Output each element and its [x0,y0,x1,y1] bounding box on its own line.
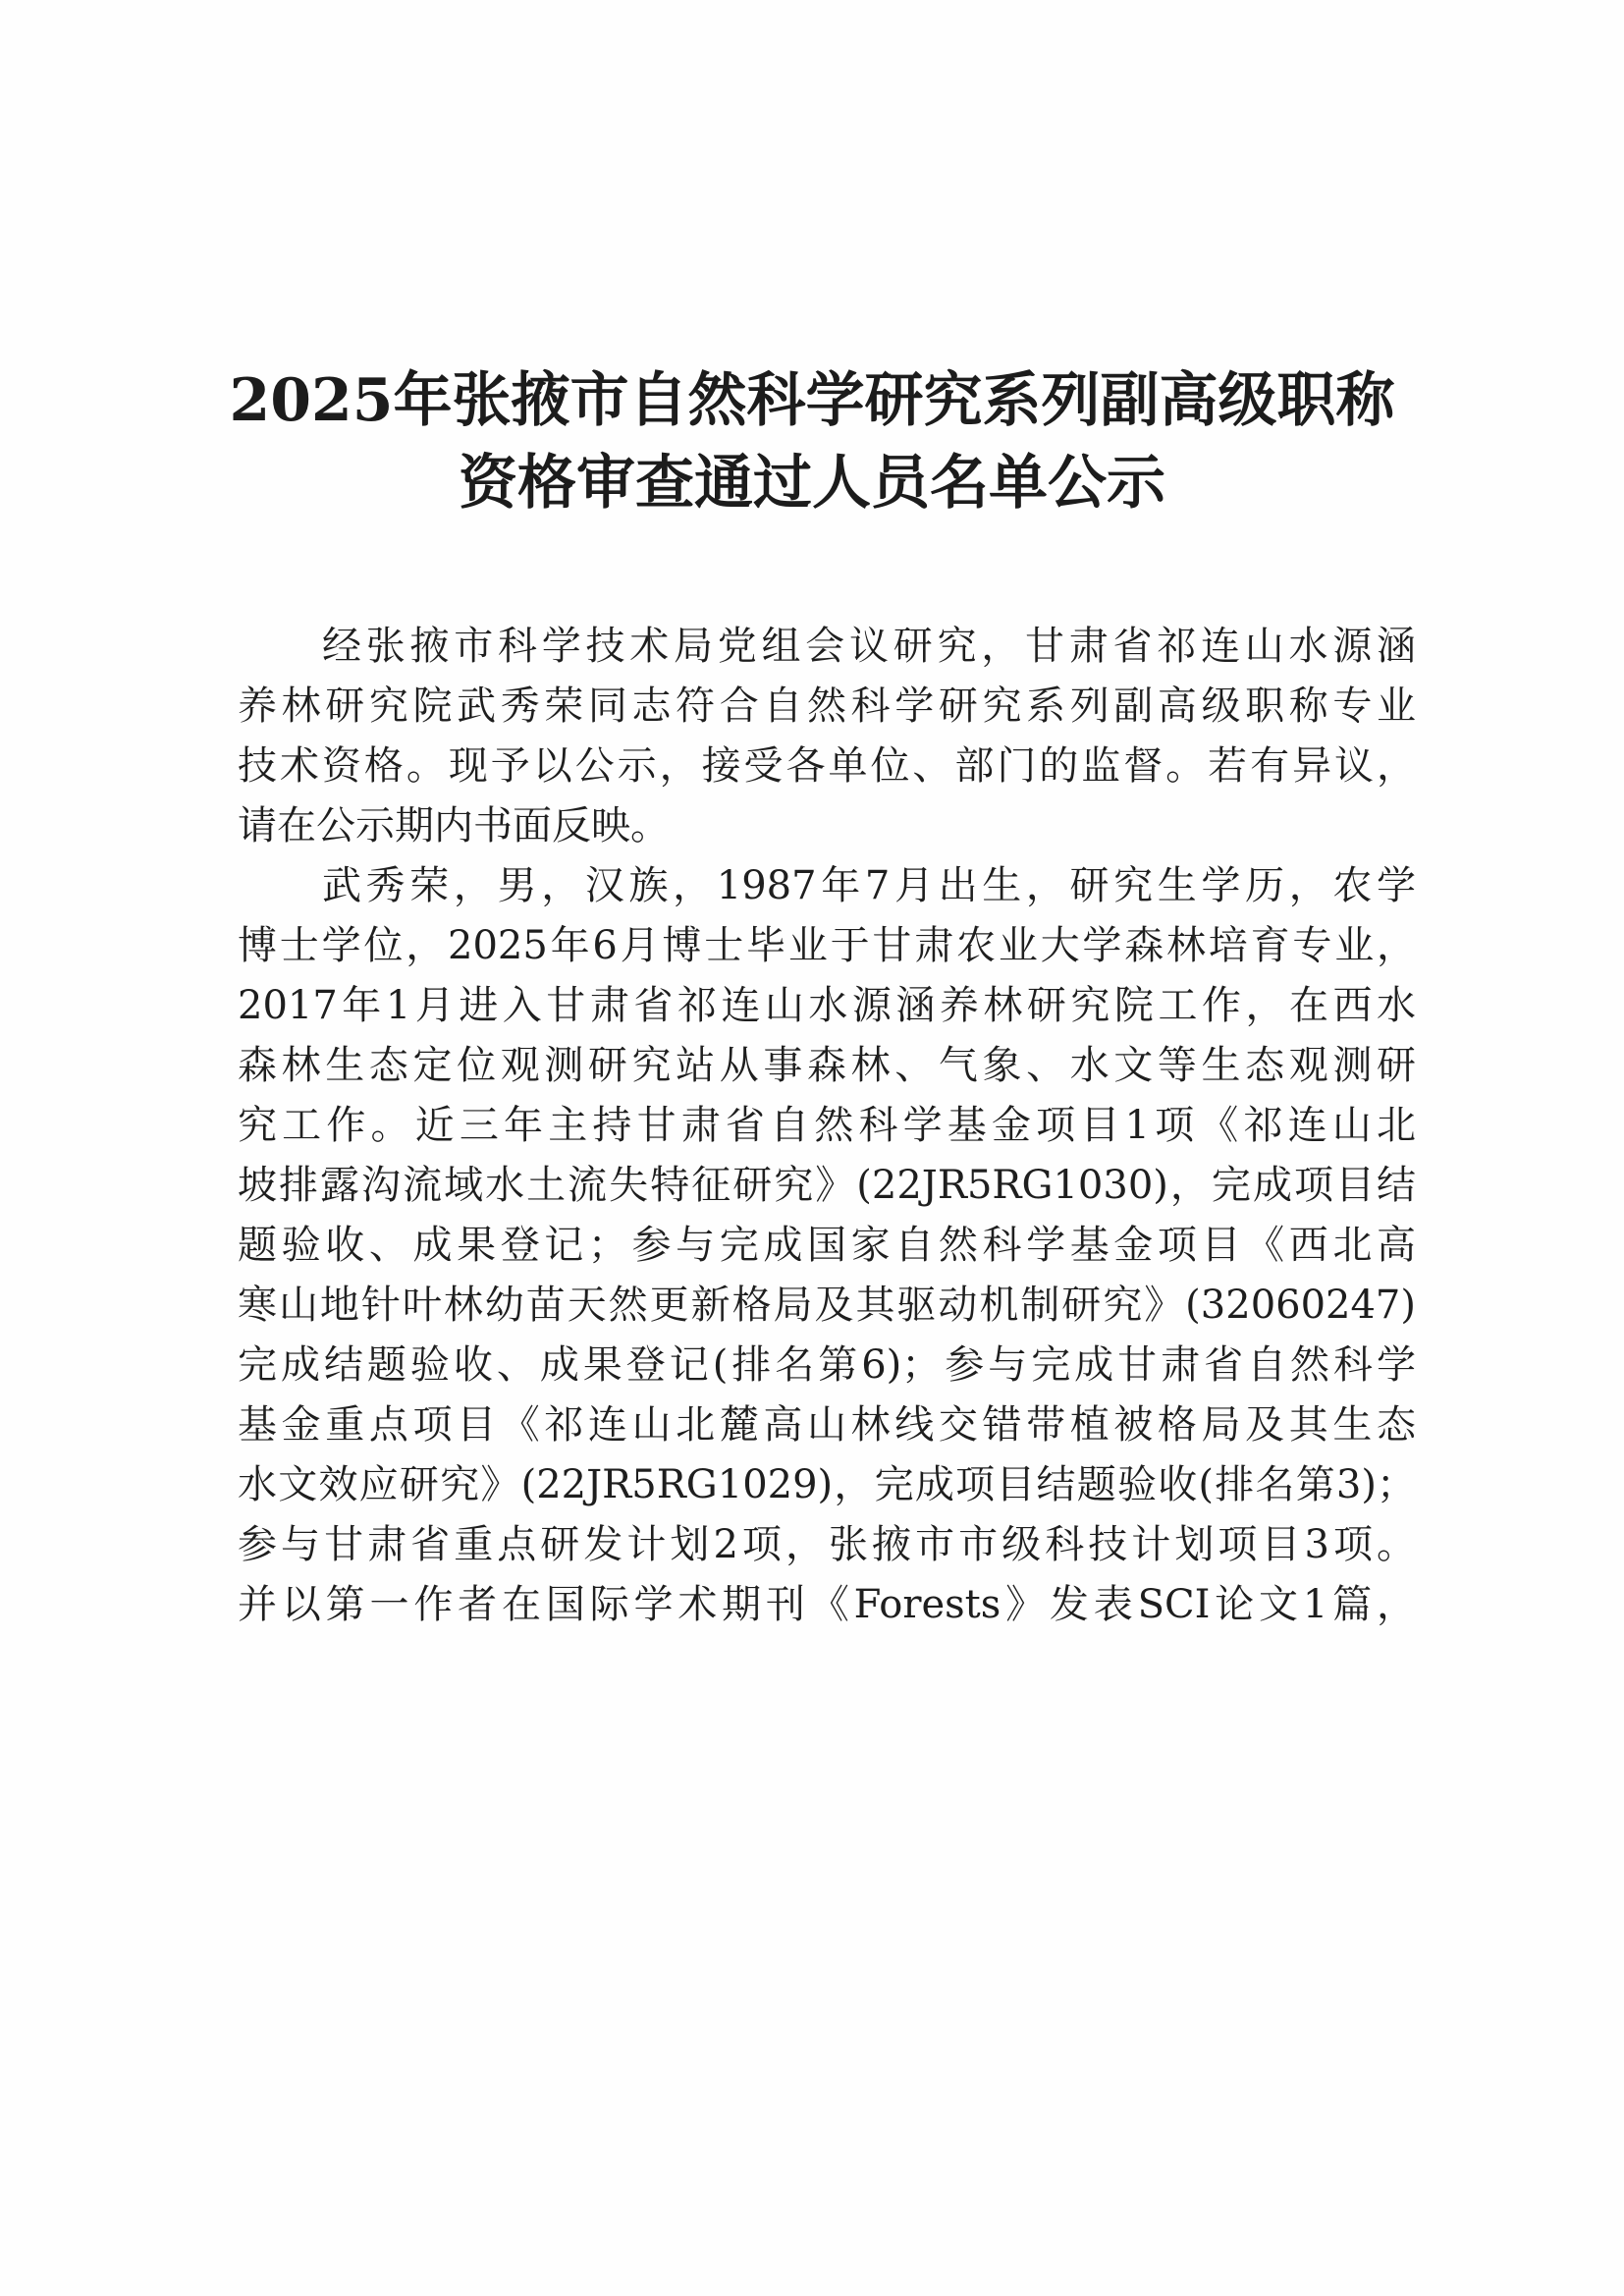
paragraph2-line-10: 基金重点项目《祁连山北麓高山林线交错带植被格局及其生态 [238,1402,1416,1448]
paragraph2-line-3: 2017年1月进入甘肃省祁连山水源涵养林研究院工作，在西水 [238,983,1416,1028]
paragraph2-line-12: 参与甘肃省重点研发计划2项，张掖市市级科技计划项目3项。 [238,1522,1416,1567]
paragraph1-line-4: 请在公示期内书面反映。 [238,803,670,848]
paragraph2-line-4: 森林生态定位观测研究站从事森林、气象、水文等生态观测研 [238,1043,1416,1088]
paragraph1-line-1: 经张掖市科学技术局党组会议研究，甘肃省祁连山水源涵 [322,624,1416,669]
paragraph2-line-13: 并以第一作者在国际学术期刊《Forests》发表SCI论文1篇， [238,1582,1416,1627]
paragraph2-line-2: 博士学位，2025年6月博士毕业于甘肃农业大学森林培育专业， [238,923,1416,968]
paragraph1-line-2: 养林研究院武秀荣同志符合自然科学研究系列副高级职称专业 [238,683,1416,729]
paragraph2-line-8: 寒山地针叶林幼苗天然更新格局及其驱动机制研究》(32060247) [238,1283,1416,1328]
paragraph2-line-7: 题验收、成果登记；参与完成国家自然科学基金项目《西北高 [238,1223,1416,1268]
paragraph2-line-9: 完成结题验收、成果登记(排名第6)；参与完成甘肃省自然科学 [238,1342,1416,1388]
paragraph2-line-1: 武秀荣，男，汉族，1987年7月出生，研究生学历，农学 [322,863,1416,908]
paragraph1-line-3: 技术资格。现予以公示，接受各单位、部门的监督。若有异议， [238,743,1416,789]
paragraph2-line-5: 究工作。近三年主持甘肃省自然科学基金项目1项《祁连山北 [238,1103,1416,1148]
paragraph2-line-11: 水文效应研究》(22JR5RG1029)，完成项目结题验收(排名第3)； [238,1462,1416,1507]
title-line-2: 资格审查通过人员名单公示 [459,449,1165,518]
paragraph2-line-6: 坡排露沟流域水土流失特征研究》(22JR5RG1030)，完成项目结 [238,1163,1416,1208]
title-line-1: 2025年张掖市自然科学研究系列副高级职称 [229,366,1395,435]
